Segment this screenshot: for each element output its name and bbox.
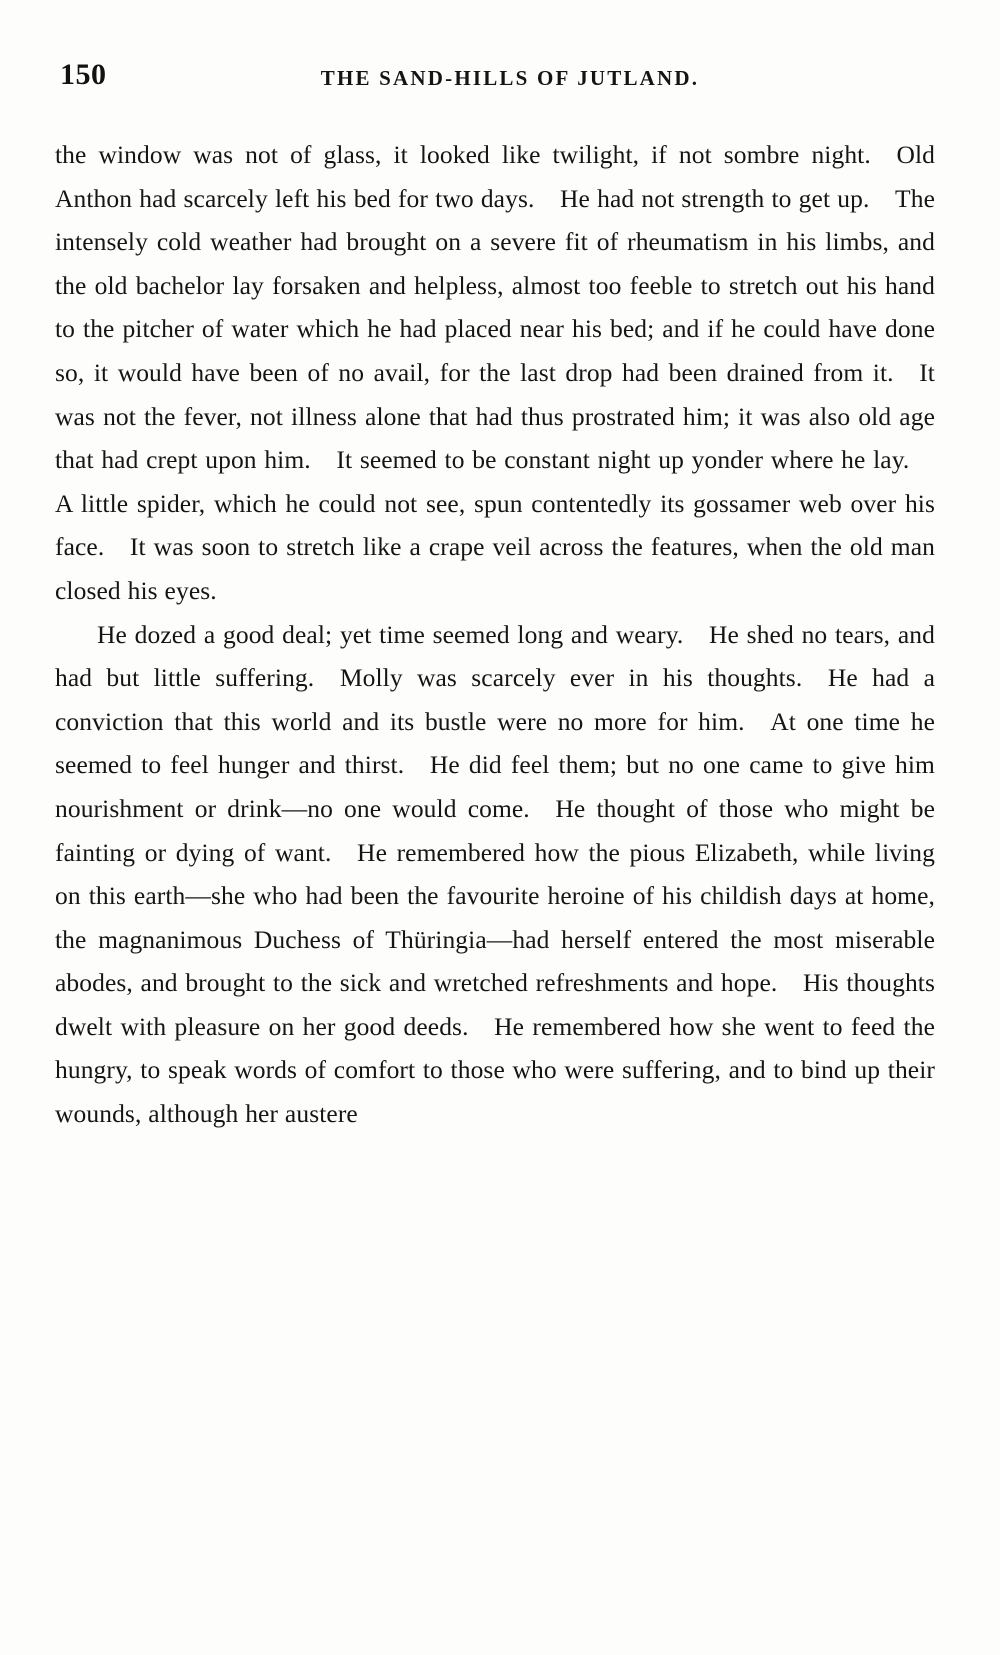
running-head-title: THE SAND-HILLS OF JUTLAND.: [320, 66, 700, 90]
page-number: 150: [60, 58, 107, 91]
body-text-block: [55, 133, 935, 1136]
paragraph: the window was not of glass, it looked like twilight, if not sombre night. Old Anthon had scarcely left his bed for two days. He had not strength to get up. The intensely cold weather had brought on a severe fit of rheumatism in his limbs, and the old bachelor lay forsaken and helpless, almost too feeble to stretch out his hand to the pitcher of water which he had placed near his bed; and if he could have done so, it would have been of no avail, for the last drop had been drained from it. It was not the fever, not illness alone that had thus prostrated him; it was also old age that had crept upon him. It seemed to be constant night up yonder where he lay. A little spider, which he could not see, spun contentedly its gossamer web over his face. It was soon to stretch like a crape veil across the features, when the old man closed his eyes.: [55, 140, 935, 605]
paragraph: He dozed a good deal; yet time seemed long and weary. He shed no tears, and had but little suffering. Molly was scarcely ever in his thoughts. He had a conviction that this world and its bustle were no more for him. At one time he seemed to feel hunger and thirst. He did feel them; but no one came to give him nourishment or drink—no one would come. He thought of those who might be fainting or dying of want. He remembered how the pious Elizabeth, while living on this earth—she who had been the favourite heroine of his childish days at home, the magnanimous Duchess of Thüringia—had herself entered the most miserable abodes, and brought to the sick and wretched refreshments and hope. His thoughts dwelt with pleasure on her good deeds. He remembered how she went to feed the hungry, to speak words of comfort to those who were suffering, and to bind up their wounds, although her austere: [55, 619, 935, 1129]
page-header: [60, 58, 940, 98]
